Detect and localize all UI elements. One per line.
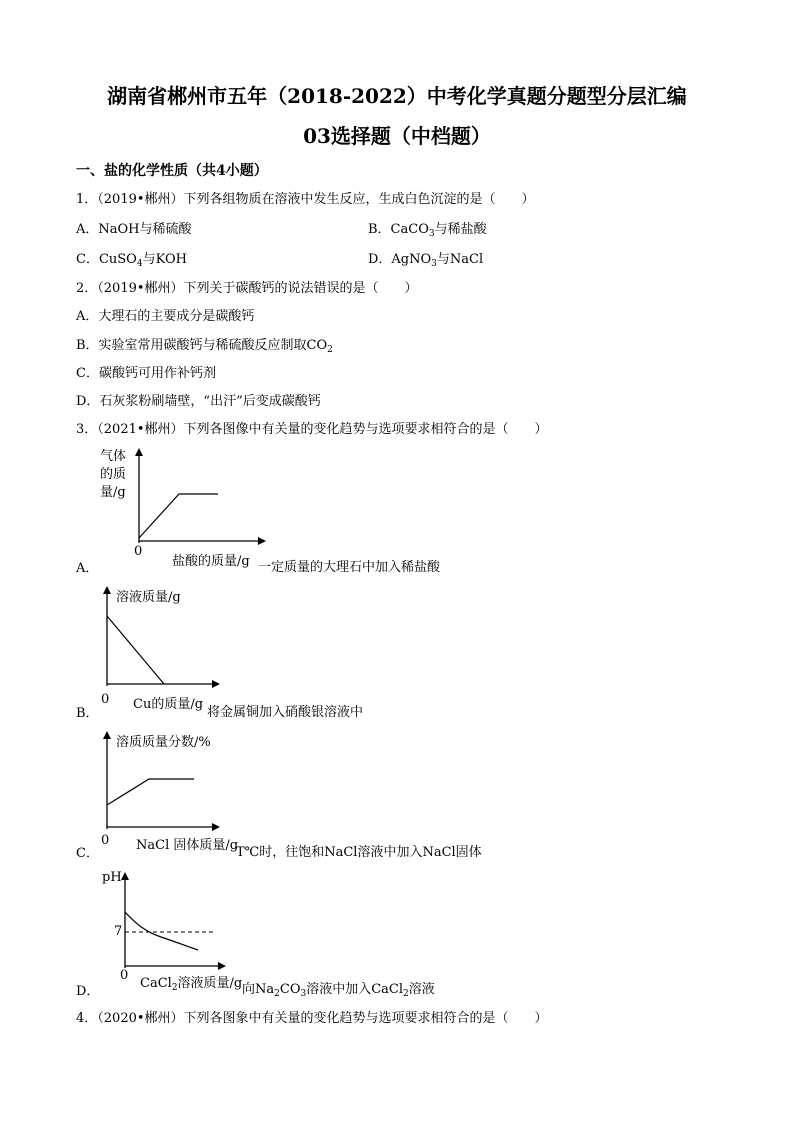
graph-a-y-label-2: 的质	[100, 467, 127, 482]
q1-stem: 1．（2019•郴州）下列各组物质在溶液中发生反应，生成白色沉淀的是（ ）	[76, 192, 535, 207]
q2-stem: 2．（2019•郴州）下列关于碳酸钙的说法错误的是（ ）	[76, 281, 418, 296]
graph-c-x-arrow	[212, 823, 220, 831]
graph-a-y-label-3: 量/g	[100, 485, 126, 500]
document-title-line1: 湖南省郴州市五年（2018-2022）中考化学真题分题型分层汇编	[107, 84, 687, 108]
graph-b-y-arrow	[103, 586, 111, 594]
graph-a-curve	[139, 494, 218, 538]
q3-option-b-caption: 将金属铜加入硝酸银溶液中	[207, 705, 364, 720]
q3-option-d-caption: 向$Na_2CO_3$溶液中加入CaCl$_2$溶液	[242, 982, 435, 999]
graph-c-y-arrow	[103, 731, 111, 739]
graph-d-x-arrow	[218, 962, 226, 970]
q2-option-b: B．实验室常用碳酸钙与稀硫酸反应制取$CO_2$	[76, 338, 333, 355]
q1-option-a: A．NaOH与稀硫酸	[76, 222, 192, 237]
graph-a-plot	[130, 448, 280, 548]
q2-option-d: D．石灰浆粉刷墙壁，“出汗”后变成碳酸钙	[76, 394, 321, 409]
q2-option-a: A．大理石的主要成分是碳酸钙	[76, 309, 255, 324]
graph-d-curve	[125, 912, 198, 950]
graph-c-curve	[107, 779, 194, 805]
graph-b-curve	[107, 616, 164, 684]
q3-stem: 3．（2021•郴州）下列各图像中有关量的变化趋势与选项要求相符合的是（ ）	[76, 422, 548, 437]
q1-option-b: B．CaCO$_3$与稀盐酸	[368, 222, 487, 239]
q3-option-a-letter: A．	[76, 561, 99, 576]
graph-d-origin: 0	[120, 968, 129, 983]
graph-a-y-label-1: 气体	[100, 449, 127, 464]
graph-a-origin: 0	[134, 544, 143, 559]
graph-b-plot	[98, 586, 228, 690]
graph-b-x-arrow	[212, 680, 220, 688]
graph-b-x-label: Cu的质量/g	[133, 697, 204, 712]
q2-option-c: C．碳酸钙可用作补钙剂	[76, 366, 216, 381]
graph-a-x-arrow	[258, 537, 266, 545]
graph-d-plot	[116, 872, 236, 972]
q3-option-b-letter: B．	[76, 706, 99, 721]
section-heading: 一、盐的化学性质（共4小题）	[76, 163, 268, 179]
graph-c-x-label: NaCl 固体质量/g	[136, 838, 239, 853]
q3-option-c-letter: C．	[76, 846, 99, 861]
graph-d-y-arrow	[121, 872, 129, 880]
graph-a-y-arrow	[135, 448, 143, 456]
graph-c-plot	[98, 731, 228, 831]
document-title-line2: 03选择题（中档题）	[303, 124, 491, 148]
q1-option-d: D．AgNO$_3$与NaCl	[368, 252, 484, 269]
graph-b-y-label: 溶液质量/g	[116, 590, 181, 605]
graph-d-y-tick-7: 7	[114, 924, 123, 939]
q4-stem: 4．（2020•郴州）下列各图象中有关量的变化趋势与选项要求相符合的是（ ）	[76, 1011, 548, 1026]
graph-b-origin: 0	[101, 692, 110, 707]
q3-option-c-caption: T℃时，往饱和NaCl溶液中加入NaCl固体	[236, 845, 482, 860]
graph-d-x-label: CaCl$_2$溶液质量/g	[140, 976, 243, 993]
graph-a-x-label: 盐酸的质量/g	[172, 554, 250, 569]
q1-option-c: C．CuSO$_4$与KOH	[76, 252, 187, 269]
q3-option-d-letter: D．	[76, 984, 100, 999]
graph-c-y-label: 溶质质量分数/%	[116, 735, 211, 750]
graph-d-y-label: pH	[102, 870, 122, 885]
q3-option-a-caption: 一定质量的大理石中加入稀盐酸	[258, 560, 441, 575]
graph-c-origin: 0	[101, 833, 110, 848]
